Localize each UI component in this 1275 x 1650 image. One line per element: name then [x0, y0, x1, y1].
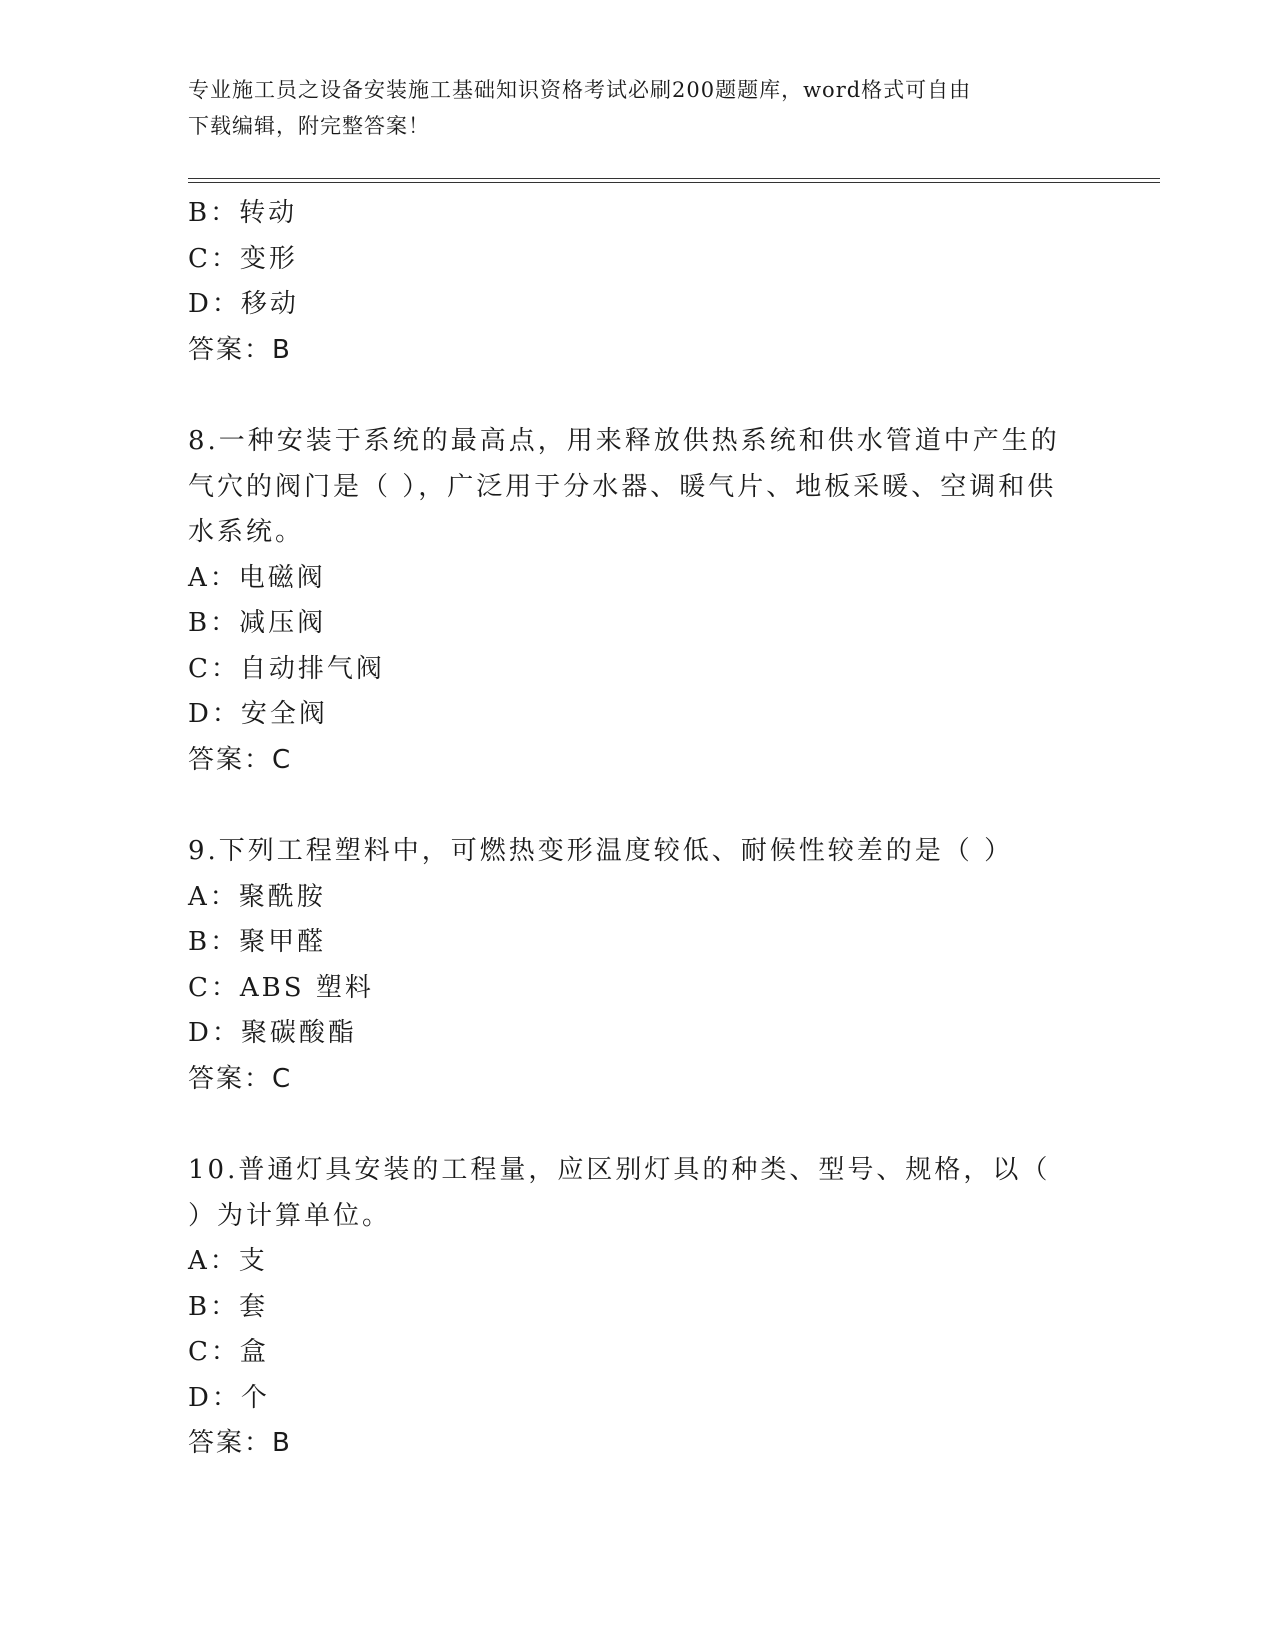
answer: 答案：C [188, 744, 293, 775]
spacer [188, 783, 1068, 829]
question-stem-line: 9.下列工程塑料中，可燃热变形温度较低、耐候性较差的是（ ） [188, 836, 1014, 866]
option-b: B：聚甲醛 [188, 927, 327, 957]
option-b: B：减压阀 [188, 608, 327, 638]
question-list [188, 191, 1068, 1467]
option-d: D：聚碳酸酯 [188, 1018, 357, 1048]
question-8 [188, 419, 1068, 783]
option-c: C：自动排气阀 [188, 653, 385, 684]
header-line-2: 下载编辑，附完整答案！ [188, 114, 430, 138]
header-divider [188, 178, 1160, 183]
spacer [188, 1102, 1068, 1148]
question-9 [188, 829, 1068, 1102]
option-c: C：盒 [188, 1337, 269, 1367]
option-a: A：聚酰胺 [188, 881, 326, 912]
option-c: C：变形 [188, 243, 298, 274]
option-c: C：ABS 塑料 [188, 972, 374, 1003]
option-a: A：支 [188, 1246, 268, 1276]
option-d: D：安全阀 [188, 699, 328, 729]
answer: 答案：B [188, 1428, 292, 1458]
spacer [188, 373, 1068, 419]
option-b: B：转动 [188, 198, 298, 228]
question-10 [188, 1148, 1068, 1467]
answer: 答案：C [188, 1063, 293, 1094]
answer: 答案：B [188, 334, 292, 365]
question-stem-line: ）为计算单位。 [188, 1200, 392, 1231]
question-stem-line: 水系统。 [188, 517, 305, 547]
question-stem-line: 气穴的阀门是（ ），广泛用于分水器、暖气片、地板采暖、空调和供 [188, 471, 1057, 502]
header-line-1: 专业施工员之设备安装施工基础知识资格考试必刷200题题库，word格式可自由 [188, 78, 972, 102]
option-b: B：套 [188, 1291, 269, 1322]
document-header [188, 72, 1068, 144]
option-d: D：移动 [188, 289, 299, 319]
question-stem-line: 10.普通灯具安装的工程量，应区别灯具的种类、型号、规格，以（ [188, 1155, 1051, 1185]
option-a: A：电磁阀 [188, 562, 326, 593]
question-stem-line: 8.一种安装于系统的最高点，用来释放供热系统和供水管道中产生的 [188, 426, 1060, 456]
option-d: D：个 [188, 1382, 270, 1413]
question-7 [188, 191, 1068, 373]
